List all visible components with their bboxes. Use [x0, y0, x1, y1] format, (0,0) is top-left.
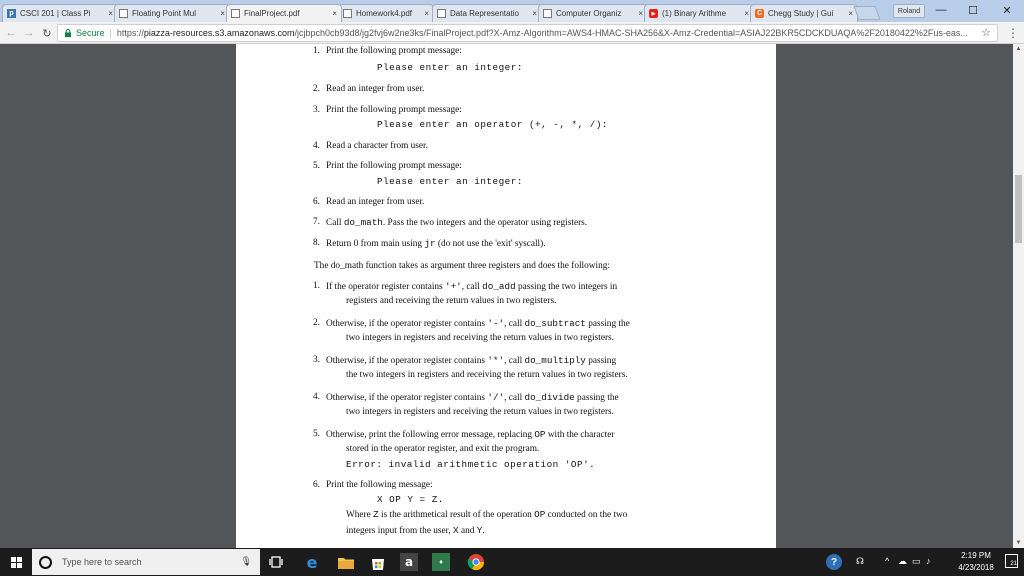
store-icon[interactable] — [368, 552, 388, 572]
list-item: 3. Print the following prompt message: — [313, 105, 462, 115]
url-path: /jcjbpch0cb93d8/jg2fvj6w2ne3ks/FinalProject.pdf?X-Amz-Algorithm=AWS4-HMAC-SHA256&X-Amz-Credential=ASIAJ22BKR5CDCKDUAQA%2F20180422%2Fus-eas... — [294, 28, 968, 38]
url-text — [117, 28, 968, 38]
taskbar — [0, 548, 1024, 576]
forward-arrow-icon[interactable]: → — [23, 27, 35, 39]
edge-icon[interactable]: e — [306, 552, 318, 572]
notification-icon[interactable] — [1005, 554, 1018, 568]
chegg-icon: C — [756, 10, 763, 17]
tab-label: CSCI 201 | Class Pi — [20, 9, 91, 18]
notification-count: 21 — [1010, 561, 1017, 567]
bookmark-star-icon[interactable]: ☆ — [981, 27, 991, 39]
list-item-continuation: registers and receiving the return values in two registers. — [346, 296, 557, 306]
list-item: 2. Read an integer from user. — [313, 84, 425, 94]
list-item-continuation: Where Z is the arithmetical result of the operation OP conducted on the two — [346, 509, 628, 520]
youtube-icon: ▶ — [649, 9, 658, 18]
secure-label: Secure — [76, 28, 105, 38]
document-icon — [437, 9, 446, 18]
volume-icon[interactable]: ♪ — [926, 556, 931, 566]
close-button[interactable]: ✕ — [1002, 4, 1012, 17]
tab-chegg[interactable] — [750, 4, 858, 22]
close-icon[interactable]: × — [332, 9, 337, 18]
windows-icon — [11, 557, 22, 568]
back-arrow-icon[interactable]: ← — [5, 27, 17, 39]
onedrive-icon[interactable]: ☁ — [898, 556, 907, 566]
people-icon[interactable]: ☊ — [856, 556, 864, 566]
start-button[interactable] — [0, 548, 32, 576]
list-item: 7. Call do_math. Pass the two integers and the operator using registers. — [313, 217, 588, 228]
code-line: X OP Y = Z. — [377, 494, 444, 505]
list-item: 4. Read a character from user. — [313, 141, 428, 151]
code-line: Please enter an operator (+, -, *, /): — [377, 119, 609, 130]
close-icon[interactable]: × — [220, 9, 225, 18]
url-host: piazza-resources.s3.amazonaws.com — [143, 28, 295, 38]
tab-label: (1) Binary Arithme — [662, 9, 727, 18]
document-icon — [119, 9, 128, 18]
close-icon[interactable]: × — [532, 9, 537, 18]
list-item: 1. If the operator register contains '+', call do_add passing the two integers in — [313, 281, 618, 292]
paragraph-intro: The do_math function takes as argument three registers and does the following: — [314, 261, 610, 271]
tab-label: Homework4.pdf — [356, 9, 413, 18]
url-prefix: https:// — [116, 28, 144, 38]
list-item-continuation: stored in the operator register, and exit the program. — [346, 444, 540, 454]
tab-label: Floating Point Mul — [132, 9, 197, 18]
clock-time: 2:19 PM — [961, 551, 991, 560]
list-item: 6. Print the following message: — [313, 480, 433, 490]
scrollbar-thumb[interactable] — [1015, 175, 1022, 243]
clock[interactable] — [946, 550, 1006, 574]
tab-data-representation[interactable] — [432, 4, 542, 22]
vertical-scrollbar[interactable] — [1013, 44, 1024, 548]
menu-kebab-icon[interactable]: ⋮ — [1007, 26, 1019, 40]
scroll-down-icon[interactable]: ▼ — [1015, 540, 1022, 546]
cortana-icon — [39, 556, 52, 569]
list-item: 5. Print the following prompt message: — [313, 161, 462, 171]
code-line: Please enter an integer: — [377, 176, 523, 187]
new-tab-button[interactable] — [853, 6, 880, 20]
list-item: 2. Otherwise, if the operator register contains '-', call do_subtract passing the — [313, 318, 630, 329]
browser-toolbar — [0, 22, 1024, 44]
tab-floating-point[interactable] — [114, 4, 230, 22]
app-icon[interactable]: ♦ — [432, 553, 450, 571]
profile-button[interactable]: Roland — [893, 4, 925, 18]
tab-label: Data Representatio — [450, 9, 519, 18]
close-icon[interactable]: × — [848, 9, 853, 18]
tab-label: Computer Organiz — [556, 9, 622, 18]
tab-homework4[interactable] — [338, 4, 434, 22]
tab-final-project[interactable] — [226, 4, 342, 22]
piazza-icon: p — [7, 9, 16, 18]
document-icon — [231, 9, 240, 18]
close-icon[interactable]: × — [638, 9, 643, 18]
list-item-continuation: two integers in registers and receiving the return values in two registers. — [346, 407, 614, 417]
clock-date: 4/23/2018 — [958, 563, 994, 572]
maximize-button[interactable]: ☐ — [968, 4, 978, 17]
list-item-continuation: integers input from the user, X and Y. — [346, 525, 485, 536]
document-icon — [343, 9, 352, 18]
search-placeholder: Type here to search — [62, 557, 142, 567]
close-icon[interactable]: × — [744, 9, 749, 18]
pdf-page — [236, 44, 776, 548]
list-item-continuation: two integers in registers and receiving the return values in two registers. — [346, 333, 614, 343]
close-icon[interactable]: × — [108, 9, 113, 18]
address-bar[interactable] — [57, 24, 998, 42]
file-explorer-icon[interactable] — [336, 552, 356, 572]
document-icon — [543, 9, 552, 18]
list-item: 5. Otherwise, print the following error message, replacing OP with the character — [313, 429, 615, 440]
battery-icon[interactable]: ▭ — [912, 556, 921, 566]
tab-strip — [0, 0, 1024, 22]
help-icon[interactable]: ? — [826, 554, 842, 570]
task-view-icon[interactable] — [266, 552, 286, 572]
reload-icon[interactable]: ↻ — [42, 27, 52, 40]
tab-label: FinalProject.pdf — [244, 9, 300, 18]
list-item-continuation: the two integers in registers and receiving the return values in two registers. — [346, 370, 628, 380]
lock-icon — [64, 29, 72, 37]
list-item: 8. Return 0 from main using jr (do not use the 'exit' syscall). — [313, 238, 546, 249]
list-item: 4. Otherwise, if the operator register contains '/', call do_divide passing the — [313, 392, 619, 403]
tab-piazza[interactable] — [2, 4, 118, 22]
url-separator: | — [109, 28, 112, 38]
microphone-icon[interactable]: 🎙 — [240, 556, 252, 566]
chrome-icon[interactable] — [466, 552, 486, 572]
tray-chevron-icon[interactable]: ^ — [885, 556, 890, 566]
code-line: Please enter an integer: — [377, 62, 523, 73]
minimize-button[interactable]: — — [935, 4, 947, 16]
scroll-up-icon[interactable]: ▲ — [1015, 46, 1022, 52]
code-line: Error: invalid arithmetic operation 'OP'. — [346, 459, 596, 470]
close-icon[interactable]: × — [424, 9, 429, 18]
pdf-viewer — [0, 44, 1024, 548]
tab-binary-arithmetic[interactable] — [644, 4, 754, 22]
taskbar-search[interactable] — [32, 549, 260, 575]
amazon-icon[interactable]: a — [400, 553, 418, 571]
list-item: 1. Print the following prompt message: — [313, 46, 462, 56]
tab-computer-organization[interactable] — [538, 4, 648, 22]
list-item: 6. Read an integer from user. — [313, 197, 425, 207]
tab-label: Chegg Study | Gui — [768, 9, 834, 18]
list-item: 3. Otherwise, if the operator register contains '*', call do_multiply passing — [313, 355, 617, 366]
